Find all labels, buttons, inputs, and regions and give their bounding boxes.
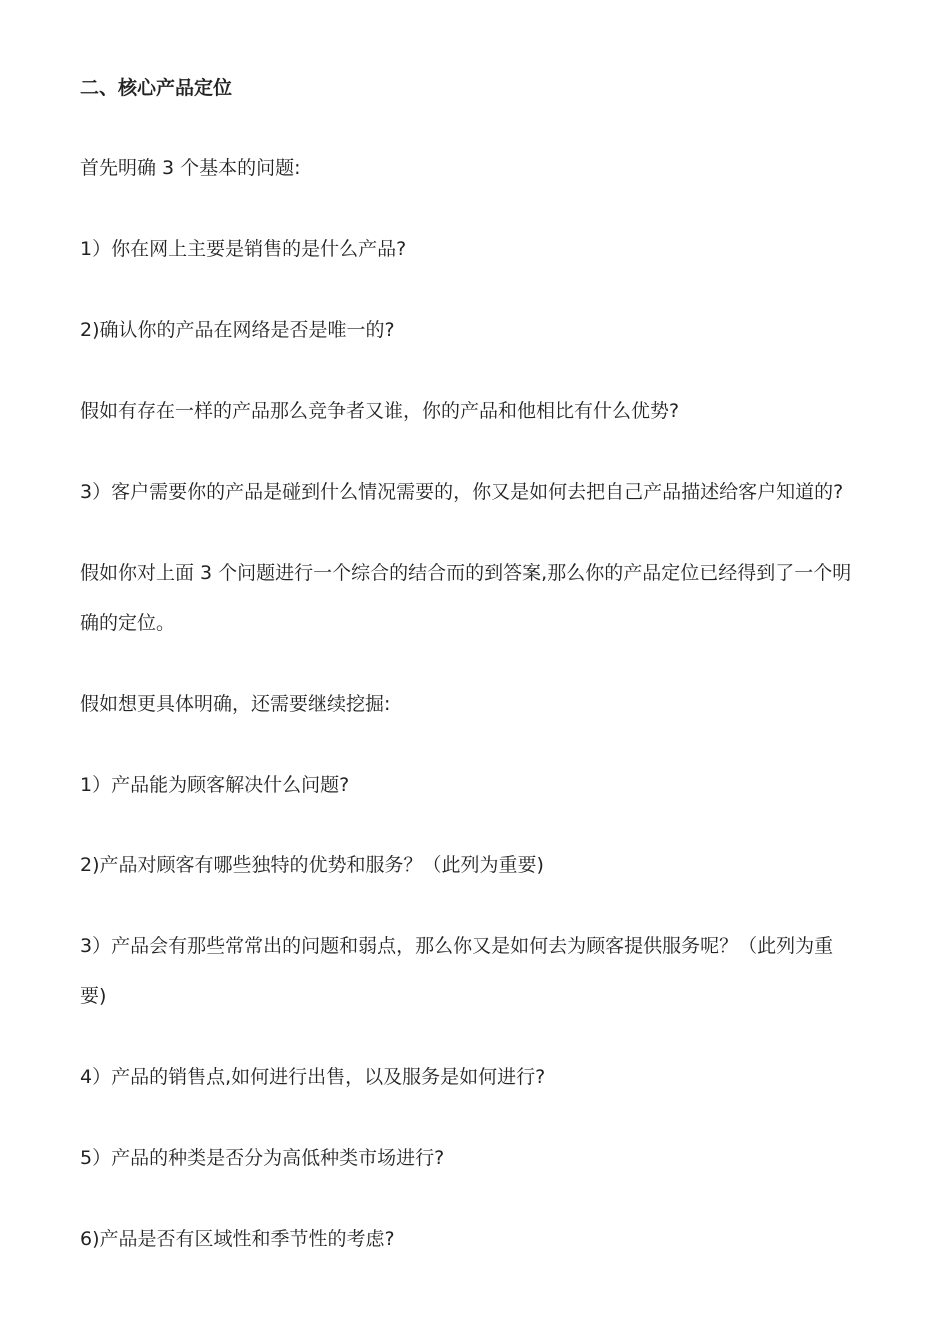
paragraph-deeper-3-line-1: 3）产品会有那些常常出的问题和弱点，那么你又是如何去为顾客提供服务呢？（此列为重 [80,935,834,957]
paragraph-deeper-3-line-2: 要) [80,985,107,1007]
paragraph-deeper-6: 6)产品是否有区域性和季节性的考虑? [80,1228,395,1250]
paragraph-deeper-4: 4）产品的销售点,如何进行出售，以及服务是如何进行? [80,1066,546,1088]
paragraph-deeper-2: 2)产品对顾客有哪些独特的优势和服务？（此列为重要) [80,854,544,876]
paragraph-intro: 首先明确 3 个基本的问题: [80,157,301,179]
paragraph-question-1: 1）你在网上主要是销售的是什么产品? [80,238,407,260]
paragraph-deeper-5: 5）产品的种类是否分为高低种类市场进行? [80,1147,445,1169]
paragraph-question-3: 3）客户需要你的产品是碰到什么情况需要的，你又是如何去把自己产品描述给客户知道的? [80,481,844,503]
paragraph-question-2: 2)确认你的产品在网络是否是唯一的? [80,319,395,341]
paragraph-summary-line-2: 确的定位。 [80,612,176,634]
paragraph-deeper-intro: 假如想更具体明确，还需要继续挖掘: [80,693,391,715]
paragraph-deeper-1: 1）产品能为顾客解决什么问题? [80,774,350,796]
paragraph-summary-line-1: 假如你对上面 3 个问题进行一个综合的结合而的到答案,那么你的产品定位已经得到了一个明 [80,562,852,584]
section-heading: 二、核心产品定位 [80,77,233,99]
paragraph-question-2-followup: 假如有存在一样的产品那么竞争者又谁，你的产品和他相比有什么优势? [80,400,680,422]
